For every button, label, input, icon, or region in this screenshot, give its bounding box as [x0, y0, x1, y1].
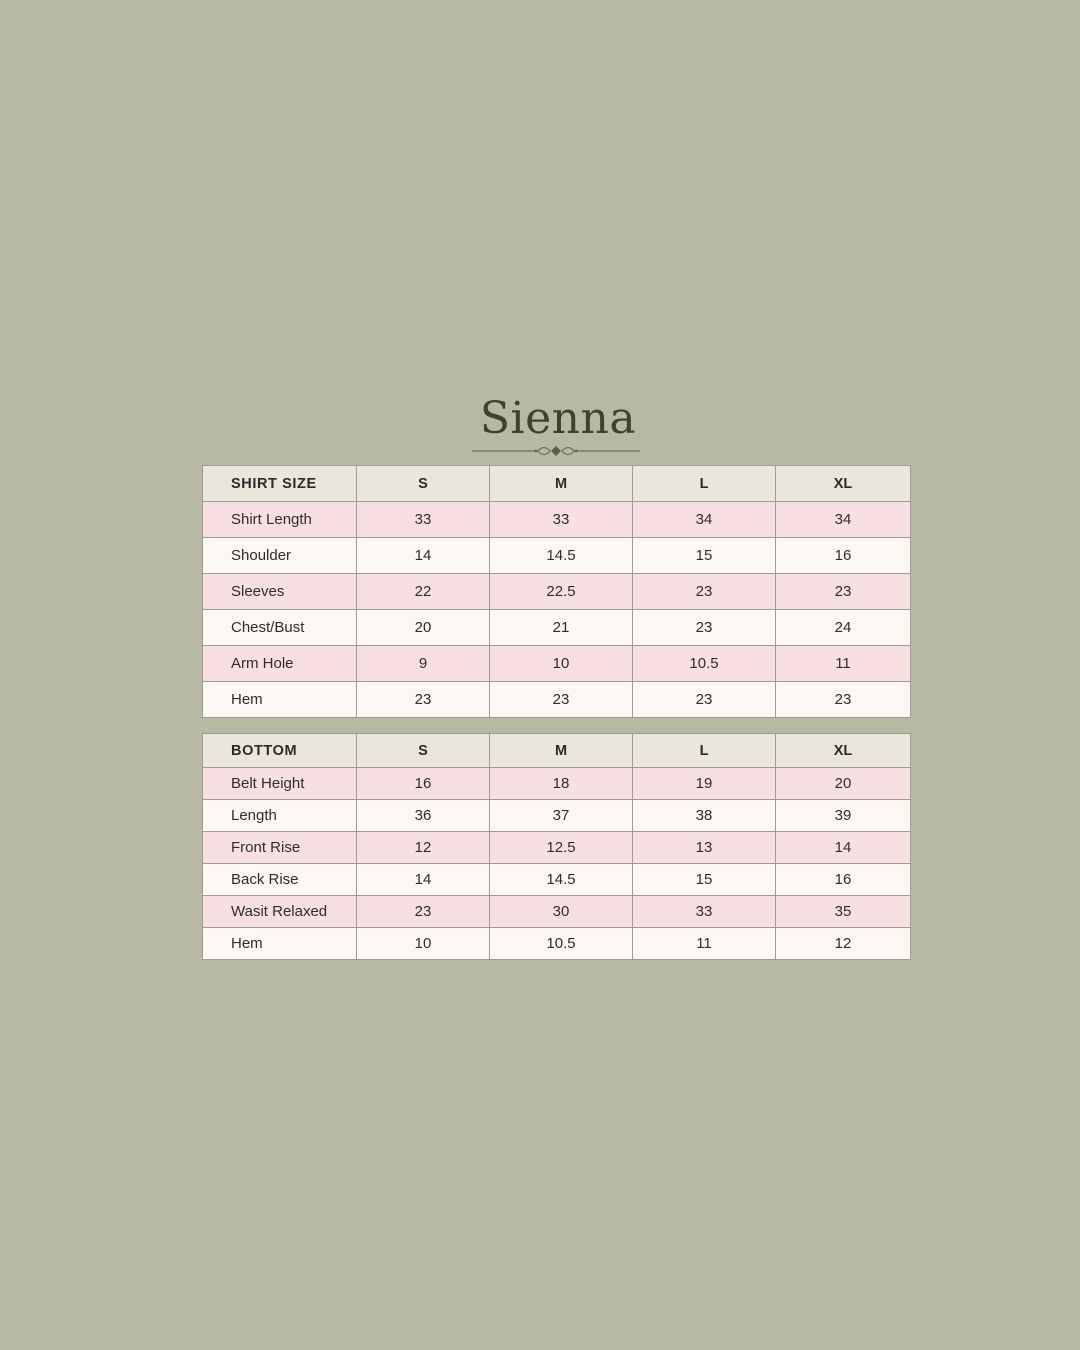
row-label: Hem [203, 682, 357, 718]
table-row [203, 574, 911, 610]
table-cell: 24 [776, 610, 911, 646]
page-title: Sienna [479, 393, 637, 444]
row-label: Front Rise [203, 832, 357, 864]
table-cell: 33 [490, 502, 633, 538]
table-cell: 37 [490, 800, 633, 832]
table-cell: 39 [776, 800, 911, 832]
row-label: Wasit Relaxed [203, 896, 357, 928]
table-cell: 11 [776, 646, 911, 682]
table-cell: 12 [776, 928, 911, 960]
table-cell: 23 [776, 574, 911, 610]
table-row [203, 896, 911, 928]
table-cell: 14 [357, 864, 490, 896]
table-cell: 12.5 [490, 832, 633, 864]
row-label: Arm Hole [203, 646, 357, 682]
table-header-row [203, 734, 911, 768]
table-cell: 23 [776, 682, 911, 718]
header-cell: S [357, 466, 490, 502]
table-cell: 21 [490, 610, 633, 646]
header-cell: L [633, 466, 776, 502]
table-cell: 23 [357, 896, 490, 928]
header-cell: M [490, 466, 633, 502]
header-cell: XL [776, 734, 911, 768]
table-cell: 18 [490, 768, 633, 800]
table-cell: 36 [357, 800, 490, 832]
table-cell: 33 [357, 502, 490, 538]
header-cell: SHIRT SIZE [203, 466, 357, 502]
table-row [203, 682, 911, 718]
table-row [203, 800, 911, 832]
table-cell: 34 [776, 502, 911, 538]
table-cell: 13 [633, 832, 776, 864]
table-cell: 15 [633, 864, 776, 896]
table-row [203, 610, 911, 646]
table-cell: 16 [776, 538, 911, 574]
table-cell: 16 [776, 864, 911, 896]
table-cell: 14.5 [490, 864, 633, 896]
table-row [203, 832, 911, 864]
table-cell: 20 [357, 610, 490, 646]
row-label: Shoulder [203, 538, 357, 574]
table-cell: 11 [633, 928, 776, 960]
row-label: Shirt Length [203, 502, 357, 538]
table-cell: 10 [490, 646, 633, 682]
row-label: Length [203, 800, 357, 832]
table-row [203, 864, 911, 896]
table-cell: 23 [490, 682, 633, 718]
table-row [203, 928, 911, 960]
table-cell: 34 [633, 502, 776, 538]
header-cell: XL [776, 466, 911, 502]
row-label: Back Rise [203, 864, 357, 896]
table-cell: 15 [633, 538, 776, 574]
table-cell: 12 [357, 832, 490, 864]
shirt-size-table [202, 465, 911, 718]
table-cell: 23 [633, 610, 776, 646]
table-cell: 23 [633, 682, 776, 718]
table-cell: 23 [357, 682, 490, 718]
table-cell: 16 [357, 768, 490, 800]
table-cell: 38 [633, 800, 776, 832]
table-row [203, 538, 911, 574]
table-cell: 14 [776, 832, 911, 864]
header-cell: BOTTOM [203, 734, 357, 768]
table-cell: 19 [633, 768, 776, 800]
header-cell: S [357, 734, 490, 768]
table-cell: 30 [490, 896, 633, 928]
table-cell: 9 [357, 646, 490, 682]
header-cell: M [490, 734, 633, 768]
table-cell: 14.5 [490, 538, 633, 574]
table-cell: 10 [357, 928, 490, 960]
table-cell: 14 [357, 538, 490, 574]
table-cell: 10.5 [490, 928, 633, 960]
table-cell: 22 [357, 574, 490, 610]
table-cell: 22.5 [490, 574, 633, 610]
ornament-divider-icon [470, 443, 642, 459]
row-label: Chest/Bust [203, 610, 357, 646]
table-cell: 23 [633, 574, 776, 610]
table-cell: 35 [776, 896, 911, 928]
table-row [203, 768, 911, 800]
row-label: Sleeves [203, 574, 357, 610]
table-header-row [203, 466, 911, 502]
table-cell: 10.5 [633, 646, 776, 682]
bottom-size-table [202, 733, 911, 960]
table-row [203, 646, 911, 682]
table-row [203, 502, 911, 538]
table-cell: 33 [633, 896, 776, 928]
table-cell: 20 [776, 768, 911, 800]
header-cell: L [633, 734, 776, 768]
row-label: Belt Height [203, 768, 357, 800]
row-label: Hem [203, 928, 357, 960]
